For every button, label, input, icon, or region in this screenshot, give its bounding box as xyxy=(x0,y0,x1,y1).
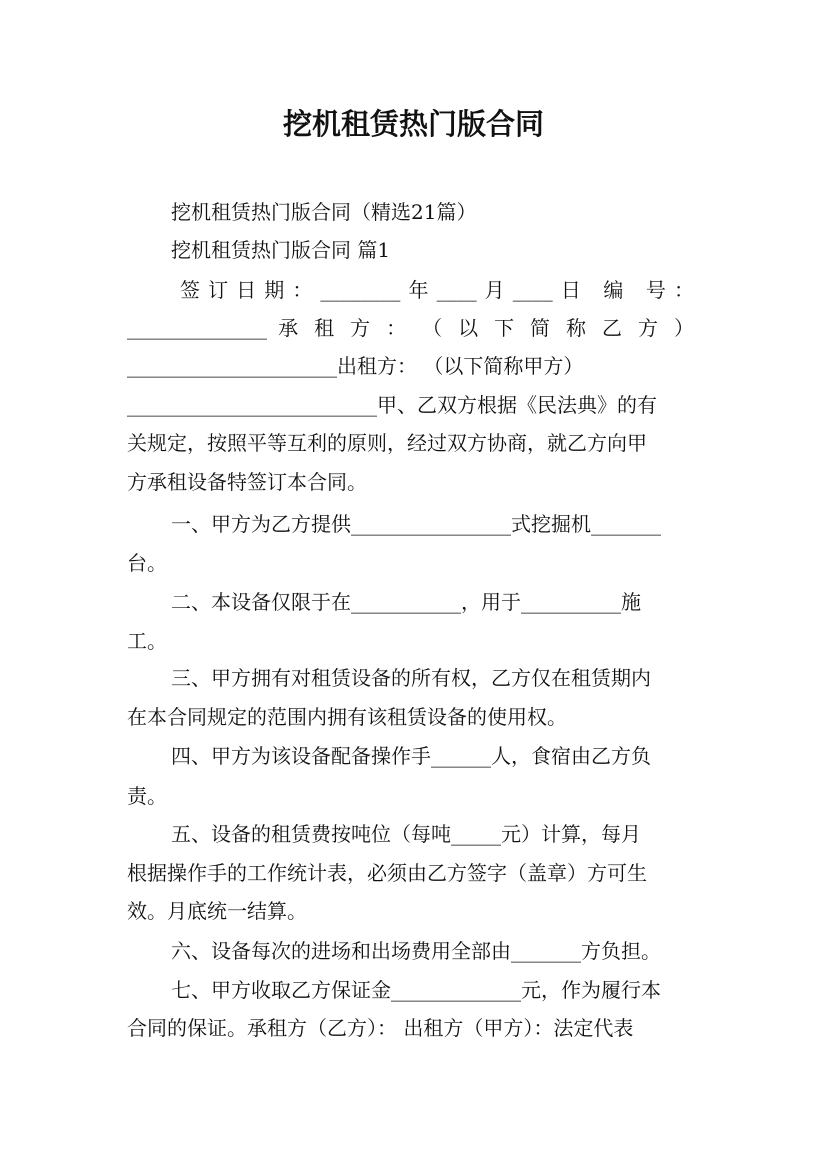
document-title: 挖机租赁热门版合同 xyxy=(282,107,544,141)
clause-1-cont: 台。 xyxy=(127,551,167,575)
clause-5-cont: 效。月底统一结算。 xyxy=(127,899,307,923)
clause-4-cont: 责。 xyxy=(127,784,167,808)
clause-3: 三、甲方拥有对租赁设备的所有权，乙方仅在租赁期内 xyxy=(171,666,651,690)
clause-6: 六、设备每次的进场和出场费用全部由_______方负担。 xyxy=(171,939,661,963)
clause-7: 七、甲方收取乙方保证金_____________元，作为履行本 xyxy=(171,978,661,1002)
section-heading: 挖机租赁热门版合同 篇1 xyxy=(171,238,391,262)
body-line: _____________________出租方： （以下简称甲方） xyxy=(127,354,584,378)
body-line: 关规定，按照平等互利的原则，经过双方协商，就乙方向甲 xyxy=(127,431,647,455)
clause-7-cont: 合同的保证。承租方（乙方）： 出租方（甲方）：法定代表 xyxy=(127,1016,634,1040)
clause-5-cont: 根据操作手的工作统计表，必须由乙方签字（盖章）方可生 xyxy=(127,861,647,885)
clause-5: 五、设备的租赁费按吨位（每吨_____元）计算，每月 xyxy=(171,822,641,846)
body-line: _________________________甲、乙双方根据《民法典》的有 xyxy=(127,393,657,417)
body-line: 签订日期：________年____月____日 编 号： xyxy=(180,278,694,302)
subtitle-line: 挖机租赁热门版合同（精选21篇） xyxy=(171,200,477,224)
body-line: ______________ 承 租 方 ： （ 以 下 简 称 乙 方 ） xyxy=(127,316,694,340)
clause-1: 一、甲方为乙方提供________________式挖掘机_______ xyxy=(171,512,661,536)
clause-3-cont: 在本合同规定的范围内拥有该租赁设备的使用权。 xyxy=(127,705,567,729)
clause-2: 二、本设备仅限于在___________，用于__________施 xyxy=(171,590,641,614)
clause-2-cont: 工。 xyxy=(127,629,167,653)
body-line: 方承租设备特签订本合同。 xyxy=(127,470,367,494)
clause-4: 四、甲方为该设备配备操作手______人，食宿由乙方负 xyxy=(171,744,651,768)
